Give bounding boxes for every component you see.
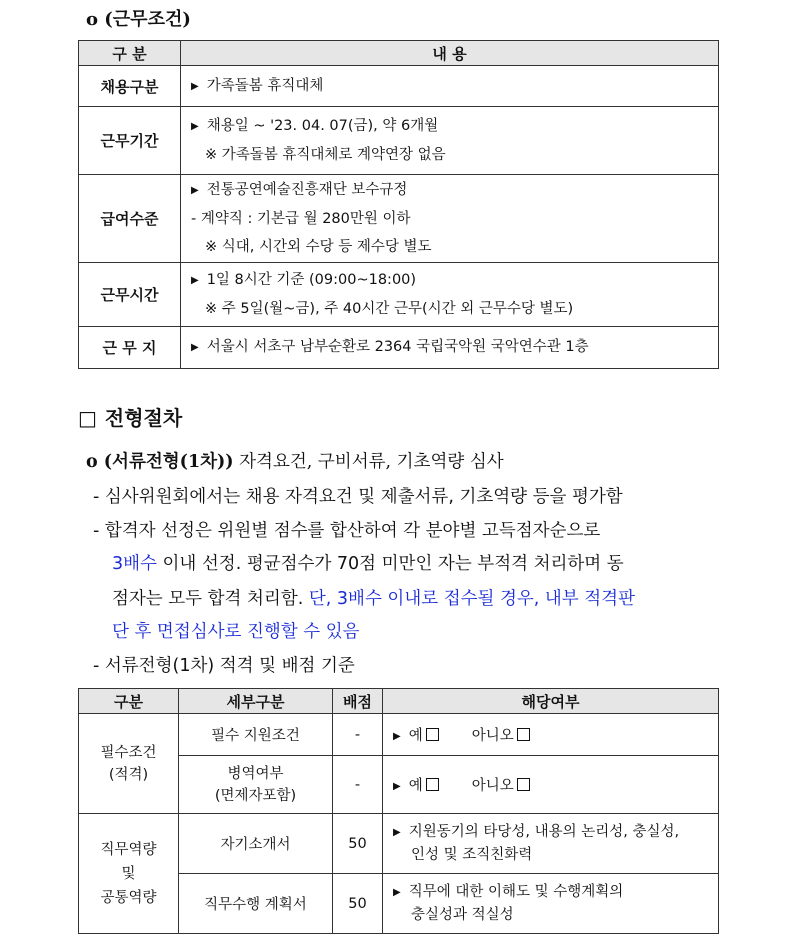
bullet-item: - 합격자 선정은 위원별 점수를 합산하여 각 분야별 고득점자순으로: [93, 521, 601, 541]
work-conditions-table: [78, 40, 719, 369]
criteria-table: [78, 688, 719, 934]
header-subcategory: 세부구분: [179, 689, 333, 714]
header-applicable: 해당여부: [383, 689, 719, 714]
triangle-bullet-icon: ▶: [191, 185, 199, 196]
table-row: [79, 107, 719, 175]
triangle-bullet-icon: ▶: [191, 121, 199, 132]
header-category: 구 분: [79, 41, 181, 66]
table-header-row: [79, 689, 719, 714]
triangle-bullet-icon: ▶: [191, 80, 199, 92]
table-header-row: [79, 41, 719, 66]
yes-checkbox[interactable]: [426, 728, 439, 741]
table-row: [79, 327, 719, 369]
highlight-text: 단, 3배수 이내로 접수될 경우, 내부 적격판: [303, 589, 635, 609]
table-row: [79, 175, 719, 263]
bullet-item: - 서류전형(1차) 적격 및 배점 기준: [93, 656, 355, 676]
no-checkbox[interactable]: [517, 728, 530, 741]
stage-heading: [86, 446, 504, 478]
group-label: 직무역량 및 공통역량: [79, 814, 179, 934]
row-text: 가족돌봄 휴직대체: [206, 77, 324, 94]
score-cell: 50: [333, 814, 383, 874]
table-row: [79, 814, 719, 874]
selection-title: 전형절차: [104, 406, 183, 430]
row-label: 근무시간: [79, 263, 181, 327]
yes-checkbox[interactable]: [426, 778, 439, 791]
subcategory-cell: 병역여부 (면제자포함): [179, 756, 333, 814]
header-category: 구분: [79, 689, 179, 714]
highlight-text: 3배수: [112, 554, 157, 574]
row-text: 채용일 ~ '23. 04. 07(금), 약 6개월: [206, 118, 439, 134]
row-subitem: - 계약직 : 기본급 월 280만원 이하: [191, 211, 411, 227]
score-cell: 50: [333, 874, 383, 934]
row-text: 1일 8시간 기준 (09:00~18:00): [206, 272, 417, 288]
triangle-bullet-icon: ▶: [191, 275, 199, 286]
subcategory-cell: 자기소개서: [179, 814, 333, 874]
row-label: 근무기간: [79, 107, 181, 175]
row-note: ※ 가족돌봄 휴직대체로 계약연장 없음: [205, 147, 446, 163]
score-cell: -: [333, 756, 383, 814]
applicable-cell: ▶ 직무에 대한 이해도 및 수행계획의 충실성과 적실성: [383, 874, 719, 934]
table-row: [79, 66, 719, 107]
bullet-continuation: 점자는 모두 합격 처리함. 단, 3배수 이내로 접수될 경우, 내부 적격판: [112, 589, 635, 609]
stage-heading-title: o (서류전형(1차)): [86, 452, 234, 472]
triangle-bullet-icon: ▶: [191, 342, 199, 353]
row-label: 급여수준: [79, 175, 181, 263]
score-cell: -: [333, 714, 383, 756]
highlight-text: 단 후 면접심사로 진행할 수 있음: [112, 622, 360, 642]
row-note: ※ 주 5일(월~금), 주 40시간 근무(시간 외 근무수당 별도): [205, 301, 574, 317]
triangle-bullet-icon: ▶: [393, 781, 401, 792]
group-label: 필수조건 (적격): [79, 714, 179, 814]
row-note: ※ 식대, 시간외 수당 등 제수당 별도: [205, 239, 432, 255]
applicable-cell: ▶ 지원동기의 타당성, 내용의 논리성, 충실성, 인성 및 조직친화력: [383, 814, 719, 874]
triangle-bullet-icon: ▶: [393, 731, 401, 742]
applicable-cell: ▶ 예 아니오: [383, 756, 719, 814]
row-label: 채용구분: [79, 66, 181, 107]
no-checkbox[interactable]: [517, 778, 530, 791]
triangle-bullet-icon: ▶: [393, 887, 401, 898]
bullet-continuation: 3배수 이내 선정. 평균점수가 70점 미만인 자는 부적격 처리하며 동: [112, 554, 624, 574]
row-text: 전통공연예술진흥재단 보수규정: [206, 182, 408, 198]
subcategory-cell: 직무수행 계획서: [179, 874, 333, 934]
header-score: 배점: [333, 689, 383, 714]
applicable-cell: ▶ 예 아니오: [383, 714, 719, 756]
triangle-bullet-icon: ▶: [393, 827, 401, 838]
selection-section-heading: [78, 402, 182, 431]
checkbox-square-icon: □: [78, 406, 97, 430]
row-text: 서울시 서초구 남부순환로 2364 국립국악원 국악연수관 1층: [206, 339, 589, 355]
row-label: 근 무 지: [79, 327, 181, 369]
stage-heading-desc: 자격요건, 구비서류, 기초역량 심사: [233, 452, 504, 472]
table-row: [79, 714, 719, 756]
subcategory-cell: 필수 지원조건: [179, 714, 333, 756]
work-section-heading: o (근무조건): [86, 9, 191, 30]
header-content: 내 용: [181, 41, 719, 66]
table-row: [79, 263, 719, 327]
bullet-item: - 심사위원회에서는 채용 자격요건 및 제출서류, 기초역량 등을 평가함: [93, 487, 623, 507]
